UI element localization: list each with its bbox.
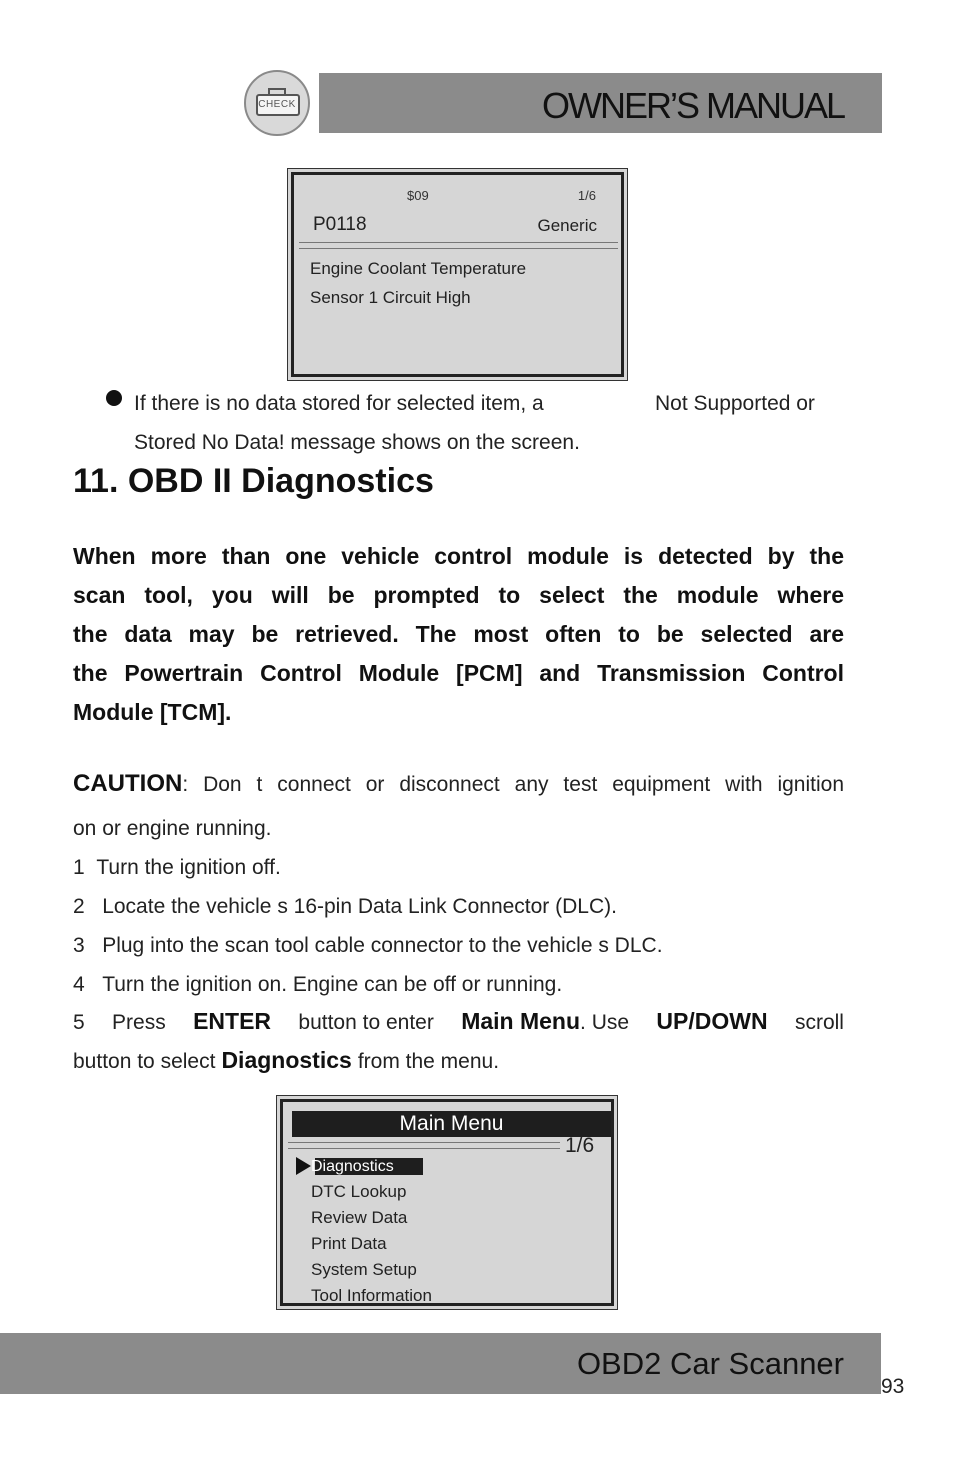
dtc-screen <box>287 168 628 381</box>
dtc-code: P0118 <box>313 214 367 235</box>
step-text: Turn the ignition on. Engine can be off or running. <box>102 973 563 996</box>
menu-divider <box>288 1142 560 1149</box>
step-4 <box>73 973 562 997</box>
step-text: Locate the vehicle s 16-pin Data Link Connector (DLC). <box>102 895 617 918</box>
step-text: button to enter <box>298 1011 434 1034</box>
footer-title: OBD2 Car Scanner <box>576 1346 844 1381</box>
menu-item-review-data[interactable]: Review Data <box>311 1208 408 1227</box>
step-number: 2 <box>73 895 85 918</box>
caution-label: CAUTION <box>73 770 183 797</box>
screen-divider <box>299 242 618 249</box>
intro-line: scan tool, you will be prompted to select the module where <box>73 582 844 608</box>
intro-line: Module [TCM]. <box>73 699 232 725</box>
section-heading: 11. OBD II Diagnostics <box>73 462 434 500</box>
selection-arrow-icon <box>296 1157 311 1175</box>
menu-title: Main Menu <box>399 1112 504 1135</box>
step-text: Turn the ignition off. <box>96 856 281 879</box>
step-5 <box>73 1008 844 1035</box>
check-engine-icon <box>244 70 310 136</box>
step-number: 3 <box>73 934 85 957</box>
step-text: Press <box>112 1011 166 1034</box>
menu-item-dtc-lookup[interactable]: DTC Lookup <box>311 1182 407 1201</box>
main-menu-screen <box>276 1095 618 1310</box>
note-line1-start: If there is no data stored for selected item, a <box>134 392 544 415</box>
caution-text: : Don t connect or disconnect any test equipment with ignition <box>182 773 844 796</box>
step-number: 4 <box>73 973 85 996</box>
step-text: Plug into the scan tool cable connector to the vehicle s DLC. <box>102 934 663 957</box>
step-text: button to select <box>73 1050 216 1073</box>
note-line1-end: Not Supported or <box>655 392 815 415</box>
footer-bar <box>0 1333 881 1394</box>
step-text: scroll <box>794 1011 844 1034</box>
bullet-icon <box>106 390 122 406</box>
menu-counter: 1/6 <box>565 1134 595 1157</box>
dtc-description-line1: Engine Coolant Temperature <box>310 259 527 278</box>
manual-title: OWNER’S MANUAL <box>541 85 844 126</box>
header-bar <box>319 73 882 133</box>
main-menu-ref: Main Menu <box>461 1008 581 1034</box>
caution-text-continued: on or engine running. <box>73 817 272 840</box>
screen-mode: $09 <box>407 188 429 203</box>
step-1 <box>73 856 281 880</box>
step-5-continued <box>73 1047 499 1074</box>
intro-line: the data may be retrieved. The most often to be selected are <box>73 621 844 647</box>
check-badge-label: CHECK <box>258 99 296 110</box>
screen-counter: 1/6 <box>577 188 596 203</box>
dtc-type: Generic <box>537 216 597 235</box>
page-number: 93 <box>881 1375 905 1398</box>
step-text: . Use <box>580 1011 630 1034</box>
step-number: 1 <box>73 856 85 879</box>
note-line2: Stored No Data! message shows on the screen. <box>134 431 580 454</box>
menu-title-bar <box>292 1111 611 1137</box>
menu-item-tool-information[interactable]: Tool Information <box>311 1286 432 1305</box>
dtc-description-line2: Sensor 1 Circuit High <box>310 288 471 307</box>
intro-line: When more than one vehicle control module is detected by the <box>73 543 844 569</box>
step-number: 5 <box>73 1011 85 1034</box>
step-3 <box>73 934 663 958</box>
intro-paragraph <box>73 537 844 732</box>
updown-button-ref: UP/DOWN <box>656 1008 768 1034</box>
step-2 <box>73 895 617 919</box>
menu-item-print-data[interactable]: Print Data <box>311 1234 387 1253</box>
diagnostics-ref: Diagnostics <box>221 1047 352 1073</box>
intro-line: the Powertrain Control Module [PCM] and Transmission Control <box>73 660 844 686</box>
step-text: from the menu. <box>357 1050 500 1073</box>
caution-line <box>73 770 844 798</box>
menu-item-diagnostics[interactable]: Diagnostics <box>311 1158 394 1175</box>
menu-item-system-setup[interactable]: System Setup <box>311 1260 417 1279</box>
enter-button-ref: ENTER <box>193 1008 272 1034</box>
